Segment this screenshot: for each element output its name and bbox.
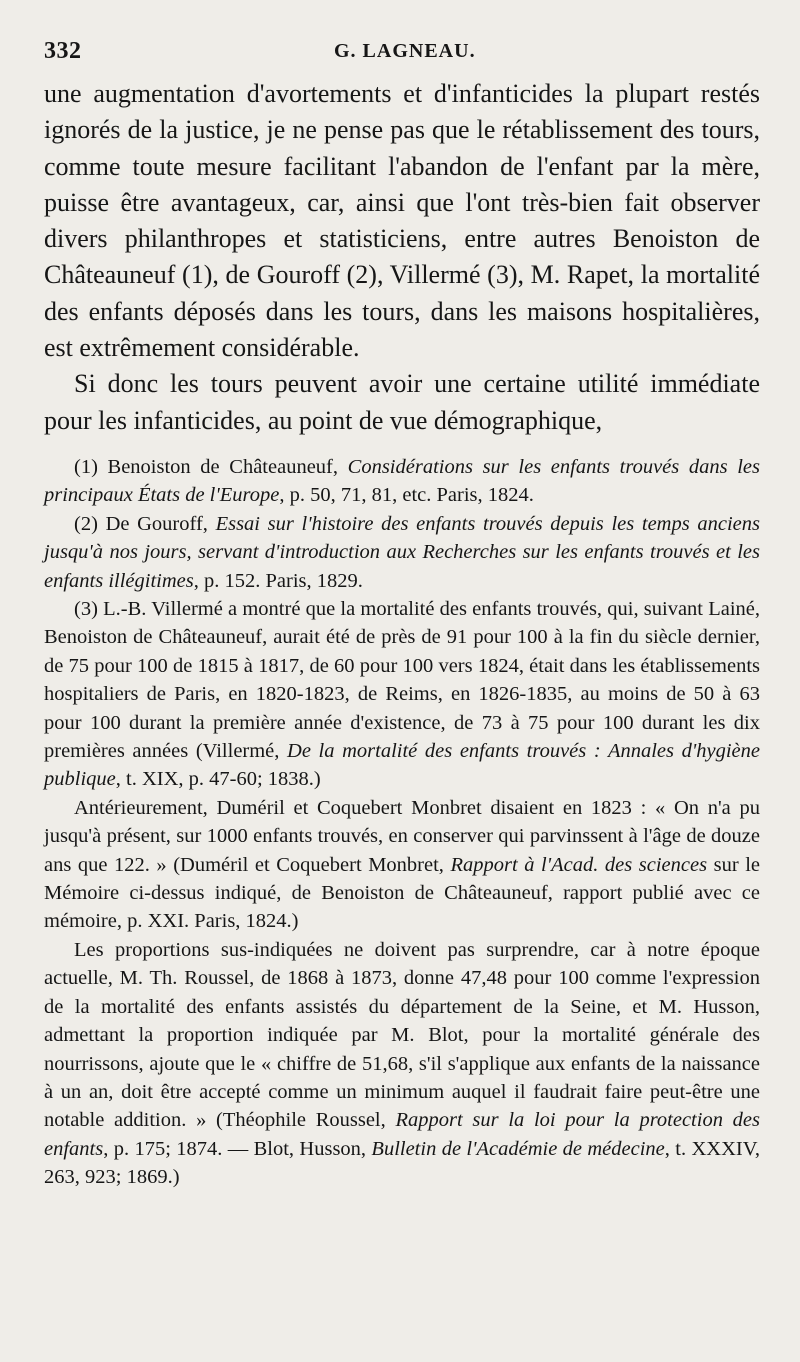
- footnotes: [44, 453, 760, 1192]
- footnote-3: (3) L.-B. Villermé a montré que la mortalité des enfants trouvés, qui, suivant Lainé, Benoiston de Châteauneuf, aurait été de près de 91 pour 100 à la fin du siècle dernier, de 75 pour 100 de 1815 à 1817, de 60 pour 100 vers 1824, était dans les établissements hospitaliers de Paris, en 1820-1823, de Reims, en 1826-1835, au moins de 50 à 63 pour 100 durant la première année d'existence, de 73 à 75 pour 100 durant les dix premières années (Villermé, De la mortalité des enfants trouvés : Annales d'hygiène publique, t. XIX, p. 47-60; 1838.): [44, 598, 760, 791]
- page-body: [44, 76, 760, 1192]
- author-name: G. LAGNEAU.: [334, 40, 476, 62]
- footnote-3-continued: Antérieurement, Duméril et Coquebert Monbret disaient en 1823 : « On n'a pu jusqu'à présent, sur 1000 enfants trouvés, en conserver qui parvinssent à l'âge de douze ans que 122. » (Duméril et Coquebert Monbret, Rapport à l'Acad. des sciences sur le Mémoire ci-dessus indiqué, de Benoiston de Châteauneuf, rapport publié avec ce mémoire, p. XXI. Paris, 1824.): [44, 796, 760, 933]
- paragraph-1: une augmentation d'avortements et d'infanticides la plupart restés ignorés de la justice, je ne pense pas que le rétablissement des tours, comme toute mesure facilitant l'abandon de l'enfant par la mère, puisse être avantageux, car, ainsi que l'ont très-bien fait observer divers philanthropes et statisticiens, entre autres Benoiston de Châteauneuf (1), de Gouroff (2), Villermé (3), M. Rapet, la mortalité des enfants déposés dans les tours, dans les maisons hospitalières, est extrêmement considérable.: [44, 79, 760, 363]
- main-text: [44, 76, 760, 439]
- paragraph-2: Si donc les tours peuvent avoir une certaine utilité immédiate pour les infanticides, au point de vue démographique,: [44, 369, 760, 435]
- page-number: 332: [44, 38, 82, 64]
- footnote-2: (2) De Gouroff, Essai sur l'histoire des enfants trouvés depuis les temps anciens jusqu'à nos jours, servant d'introduction aux Recherches sur les enfants trouvés et les enfants illégitimes, p. 152. Paris, 1829.: [44, 512, 760, 592]
- running-header: [44, 38, 756, 74]
- footnote-1: (1) Benoiston de Châteauneuf, Considérations sur les enfants trouvés dans les principaux États de l'Europe, p. 50, 71, 81, etc. Paris, 1824.: [44, 455, 761, 507]
- footnote-3-continued-2: Les proportions sus-indiquées ne doivent pas surprendre, car à notre époque actuelle, M. Th. Roussel, de 1868 à 1873, donne 47,48 pour 100 comme l'expression de la mortalité des enfants assistés du département de la Seine, et M. Husson, admettant la proportion indiquée par M. Blot, pour la mortalité générale des nourrissons, ajoute que le « chiffre de 51,68, s'il s'applique aux enfants de la naissance à un an, doit être accepté comme un minimum auquel il faudrait faire peut-être une notable addition. » (Théophile Roussel, Rapport sur la loi pour la protection des enfants, p. 175; 1874. — Blot, Husson, Bulletin de l'Académie de médecine, t. XXXIV, 263, 923; 1869.): [44, 938, 760, 1189]
